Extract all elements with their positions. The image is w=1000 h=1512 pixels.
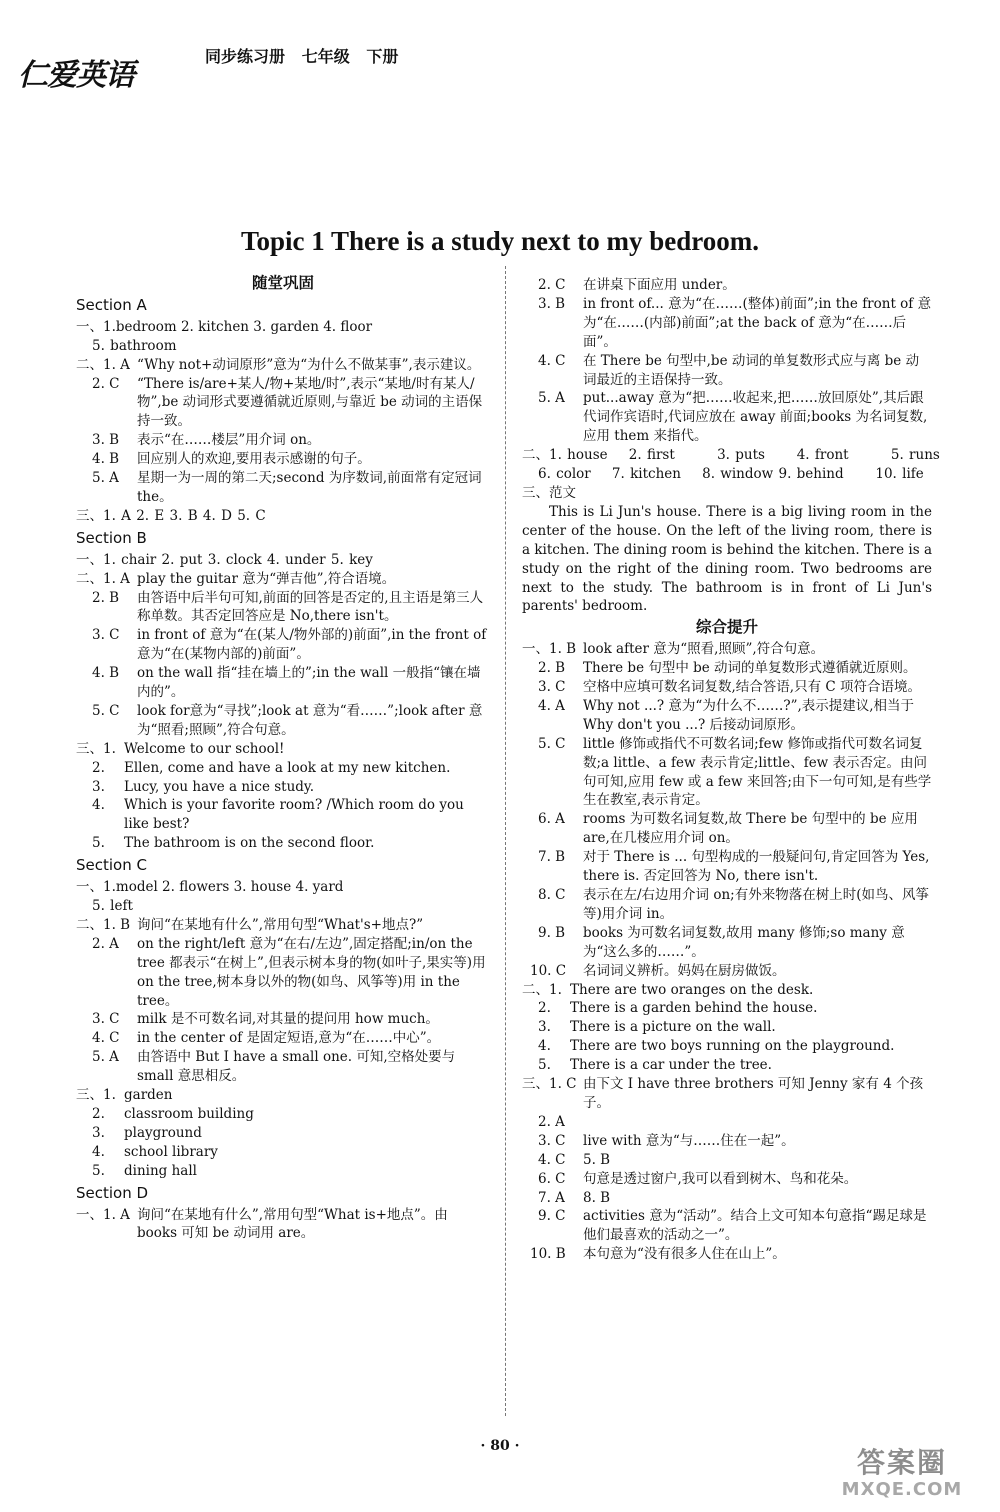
watermark-text: 答案圈 [856,1446,947,1479]
answer-row [76,431,490,450]
answer-row [522,1075,932,1113]
item-label: 10. B [530,1246,566,1263]
item-label: 3. [92,778,105,795]
item-text: on the wall 指“挂在墙上的”;in the wall 一般指“镶在墙内的”。 [137,665,481,701]
item-text: 在讲桌下面应用 under。 [583,277,736,293]
answer-row [76,356,490,375]
item-text: 本句意为“没有很多人住在山上”。 [583,1246,786,1263]
item-text: 由答语中 But I have a small one. 可知,空格处要与 small 意思相反。 [137,1049,456,1085]
answer-row [522,1189,932,1208]
item-text: 由下文 I have three brothers 可知 Jenny 家有 4 个孩子。 [583,1076,924,1111]
item-text: put...away 意为“把……收起来,把……放回原处”,其后跟代词作宾语时,代词应放在 away 前面;books 为名词复数,应用 them 来指代。 [583,390,928,445]
answer-row [76,834,490,853]
item-label: 2. B [92,589,120,606]
item-label: 二、1. [522,981,562,998]
item-text: 一、1. chair 2. put 3. clock 4. under 5. key [76,551,373,568]
answer-row [76,1143,490,1162]
answer-row [522,1132,932,1151]
item-text: 回应别人的欢迎,要用表示感谢的句子。 [137,451,371,468]
item-label: 5. C [538,735,566,752]
answer-row [522,848,932,886]
answer-row [522,659,932,678]
answer-row [76,626,490,664]
item-label: 三、1. C [522,1076,577,1093]
item-label: 4. [538,1038,551,1055]
answer-row [522,1037,932,1056]
answer-row [76,1124,490,1143]
answer-row [76,450,490,469]
answer-row [522,1056,932,1075]
left-column [76,272,490,1243]
answer-row [522,1207,932,1245]
item-label: 4. C [92,1030,120,1047]
item-label: 10. C [530,962,567,979]
item-text: 名词词义辨析。妈妈在厨房做饭。 [583,962,786,979]
item-label: 2. [92,1105,105,1122]
item-text: school library [124,1143,218,1160]
item-label: 一、1. [76,318,116,335]
item-text: 表示“在……楼层”用介词 on。 [137,432,321,449]
item-label: 4. C [538,352,566,369]
item-text: books 为可数名词复数,故用 many 修饰;so many 意为“这么多的……”。 [583,924,905,960]
item-label: 2. B [538,660,566,677]
item-label: 4. [92,797,105,814]
item-text: 对于 There is ... 句型构成的一般疑问句,肯定回答为 Yes, there is. 否定回答为 No, there isn't. [583,849,930,885]
item-text: in front of... 意为“在……(整体)前面”;in the front of 意为“在……(内部)前面”;at the back of 意为“在……后面”。 [583,295,932,350]
answer-row [522,962,932,981]
item-label: 一、1. [76,879,116,896]
item-label: 3. B [92,432,120,449]
item-text: There are two boys running on the playground. [570,1038,895,1055]
answer-row [522,697,932,735]
item-label: 二、1. B [76,916,131,933]
item-text: 5. left [92,898,133,914]
answer-row [522,1170,932,1189]
answer-row [76,796,490,834]
brand-logo: 仁爱英语 [18,58,134,93]
answer-row [76,1010,490,1029]
item-label: 4. B [92,451,120,468]
answer-row [76,778,490,797]
item-text: Lucy, you have a nice study. [124,778,315,795]
item-text: live with 意为“与……住在一起”。 [583,1132,795,1149]
item-label: 4. C [538,1151,566,1168]
book-info: 同步练习册 七年级 下册 [205,47,399,66]
item-text: classroom building [124,1105,254,1122]
item-label: 2. A [92,935,119,952]
item-label: 5. [92,1162,105,1179]
item-text: rooms 为可数名词复数,故 There be 句型中的 be 应用 are,在几楼应用介词 on。 [583,811,918,847]
item-text: Which is your favorite room? /Which room do you like best? [124,797,464,833]
item-label: 4. A [538,697,565,714]
sample-essay: This is Li Jun's house. There is a big living room in the center of the house. On the left of the living room, there is a kitchen. The dining room is behind the kitchen. There is a study on the right of the dining room. Two bedrooms are next to the study. The bathroom is in front of Li Jun's parents' bedroom. [522,503,932,615]
item-text: garden [124,1087,173,1104]
item-label: 5. A [92,470,119,487]
item-label: 3. [538,1019,551,1036]
section-b-title: Section B [76,528,147,547]
item-text: 询问“在某地有什么”,常用句型“What's+地点?” [137,916,424,933]
item-label: 5. A [538,390,565,407]
item-label: 5. [538,1057,551,1074]
item-text: dining hall [124,1162,197,1179]
heading-suitang: 随堂巩固 [251,274,314,292]
item-label: 6. C [538,1170,566,1187]
item-text: Welcome to our school! [124,740,285,757]
answer-row [76,1162,490,1181]
answer-row [522,1113,932,1132]
answer-row [76,916,490,935]
answer-row [76,570,490,589]
answer-row [522,678,932,697]
answer-row [522,1245,932,1264]
item-label: 2. [538,1000,551,1017]
item-text: Why not ...? 意为“为什么不……?”,表示提建议,相当于 Why don't you ...? 后接动词原形。 [583,697,915,733]
item-text: look for意为“寻找”;look at 意为“看……”;look after 意为“照看;照顾”,符合句意。 [137,702,483,738]
answer-row [76,740,490,759]
item-label: 8. C [538,887,566,903]
answer-row [76,318,490,337]
answer-row [76,1105,490,1124]
item-text: look after 意为“照看,照顾”,符合句意。 [583,641,825,658]
item-label: 2. [92,759,105,776]
item-text: 三、1. A 2. E 3. B 4. D 5. C [76,507,266,524]
item-label: 一、1. A [76,1206,130,1223]
item-text: on the right/left 意为“在右/左边”,固定搭配;in/on the tree 都表示“在树上”,但表示树本身的物(如叶子,果实等)用 on the tree,树本身以外的物(如鸟、风筝等)用 in the tree。 [137,935,486,1009]
item-text: 5. B [583,1151,611,1168]
answer-row [522,1151,932,1170]
item-label: 2. C [538,277,566,293]
item-text: 在 There be 句型中,be 动词的单复数形式应与离 be 动词最近的主语保持一致。 [583,352,920,388]
item-label: 一、1. B [522,641,577,658]
item-text: 星期一为一周的第二天;second 为序数词,前面常有定冠词 the。 [137,470,482,505]
column-divider [505,266,506,1416]
item-text: 句意是透过窗户,我可以看到树木、鸟和花朵。 [583,1170,858,1187]
item-text: 8. B [583,1189,611,1206]
item-text: 6. color 7. kitchen 8. window 9. behind 10. life [538,466,924,483]
answer-row [522,981,932,1000]
item-text: There is a garden behind the house. [570,1000,818,1017]
answer-row [522,640,932,659]
answer-row [522,389,932,446]
item-text: model 2. flowers 3. house 4. yard [115,879,344,896]
item-text: milk 是不可数名词,对其量的提问用 how much。 [137,1011,439,1028]
item-text: There are two oranges on the desk. [570,981,814,998]
item-label: 7. A [538,1189,565,1206]
item-label: 三、1. [76,740,116,757]
answer-row [522,1018,932,1037]
page-number: · 80 · [480,1438,520,1454]
item-label: 9. C [538,1208,566,1225]
answer-row [522,276,932,295]
item-text: 二、1. house 2. first 3. puts 4. front 5. runs [522,447,940,464]
answer-row [76,1048,490,1086]
item-label: 2. A [538,1113,565,1130]
item-label: 5. C [92,702,120,719]
item-text: There is a picture on the wall. [570,1019,776,1036]
answer-row [76,589,490,627]
watermark-url: MXQE.COM [841,1479,963,1500]
answer-row [522,886,932,924]
heading-zonghe: 综合提升 [695,618,758,637]
item-text: 询问“在某地有什么”,常用句型“What is+地点”。由 books 可知 be 动词用 are。 [137,1206,448,1242]
item-text: 由答语中后半句可知,前面的回答是否定的,且主语是第三人称单数。其否定回答应是 No,there isn't。 [137,589,484,625]
section-d-title: Section D [76,1183,149,1202]
item-text [583,1113,932,1132]
item-label: 二、1. A [76,356,130,373]
item-label: 二、1. A [76,570,130,587]
right-column [522,276,940,1264]
watermark [822,1446,982,1502]
item-label: 3. C [92,627,120,644]
item-text: There be 句型中 be 动词的单复数形式遵循就近原则。 [583,660,917,677]
answer-row [76,375,490,432]
answer-row [76,702,490,740]
item-label: 5. A [92,1049,119,1066]
answer-row [76,759,490,778]
item-label: 3. B [538,295,566,312]
item-text: playground [124,1124,202,1141]
answer-row [522,352,932,390]
item-label: 9. B [538,924,566,941]
answer-row [76,1206,490,1244]
item-label: 3. C [538,679,566,696]
item-text: 5. bathroom [92,337,177,354]
answer-row [76,469,490,507]
item-label: 6. A [538,811,565,828]
item-text: in front of 意为“在(某人/物外部的)前面”,in the front of 意为“在(某物内部的)前面”。 [137,627,487,663]
answer-row [522,924,932,962]
item-label: 4. [92,1143,105,1160]
item-label: 4. B [92,665,120,682]
item-text: 空格中应填可数名词复数,结合答语,只有 C 项符合语境。 [583,679,921,696]
answer-row [76,664,490,702]
answer-row [522,999,932,1018]
item-label: 三、范文 [522,484,576,501]
answer-row [76,878,490,897]
section-a-title: Section A [76,295,147,314]
topic-title: Topic 1 There is a study next to my bedroom. [240,226,760,256]
item-label: 3. C [92,1011,120,1028]
item-text: play the guitar 意为“弹吉他”,符合语境。 [137,570,396,587]
item-label: 2. C [92,375,120,392]
answer-row [522,295,932,352]
item-text: There is a car under the tree. [570,1057,772,1074]
item-text: bedroom 2. kitchen 3. garden 4. floor [115,318,373,335]
item-label: 7. B [538,849,566,866]
item-label: 3. C [538,1132,566,1149]
answer-row [522,810,932,848]
item-text: 表示在左/右边用介词 on;有外来物落在树上时(如鸟、风筝等)用介词 in。 [583,887,929,922]
item-text: “There is/are+某人/物+某地/时”,表示“某地/时有某人/物”,be 动词形式要遵循就近原则,与靠近 be 动词的主语保持一致。 [137,375,483,430]
item-text: The bathroom is on the second floor. [124,835,375,852]
item-text: activities 意为“活动”。结合上文可知本句意指“踢足球是他们最喜欢的活动之一”。 [583,1208,927,1244]
answer-row [522,735,932,811]
item-label: 三、1. [76,1087,116,1104]
item-text: Ellen, come and have a look at my new kitchen. [124,759,451,776]
section-c-title: Section C [76,856,147,875]
answer-row [76,1086,490,1105]
item-label: 3. [92,1124,105,1141]
answer-row [76,935,490,1011]
answer-row [76,1029,490,1048]
item-text: little 修饰或指代不可数名词;few 修饰或指代可数名词复数;a little、a few 表示肯定;little、few 表示否定。由问句可知,应用 few 或 a few 来回答;由下一句可知,是有些学生在教室,表示肯定。 [583,735,932,809]
item-text: “Why not+动词原形”意为“为什么不做某事”,表示建议。 [137,356,481,373]
item-label: 5. [92,835,105,852]
item-text: in the center of 是固定短语,意为“在……中心”。 [137,1030,441,1047]
